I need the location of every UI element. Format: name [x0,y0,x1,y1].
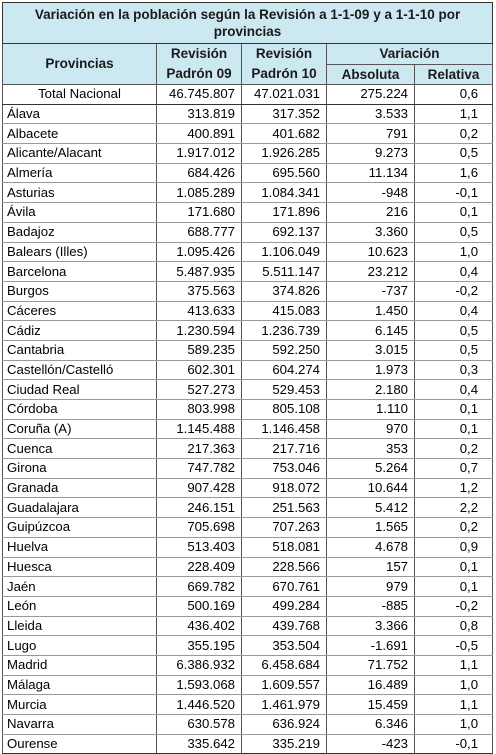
province-name-cell: Jaén [3,577,157,597]
variacion-absoluta-cell: 1.973 [327,360,415,380]
province-name-cell: Huesca [3,557,157,577]
variacion-absoluta-cell: 23.212 [327,262,415,282]
variacion-relativa-cell: 0,1 [415,557,493,577]
table-row [3,183,493,203]
province-name-cell: León [3,596,157,616]
padron-10-cell: 529.453 [242,380,327,400]
table-row [3,400,493,420]
header-rev09-line2: Padrón 09 [157,65,242,85]
variacion-absoluta-cell: 3.533 [327,104,415,124]
padron-10-cell: 805.108 [242,400,327,420]
variacion-absoluta-cell: 15.459 [327,695,415,715]
variacion-relativa-cell: 0,3 [415,360,493,380]
table-row [3,163,493,183]
variacion-absoluta-cell: -1.691 [327,636,415,656]
variacion-relativa-cell: 0,2 [415,439,493,459]
province-name-cell: Guadalajara [3,498,157,518]
padron-09-cell: 313.819 [157,104,242,124]
padron-09-cell: 217.363 [157,439,242,459]
table-row [3,124,493,144]
province-name-cell: Cáceres [3,301,157,321]
province-name-cell: Albacete [3,124,157,144]
variacion-relativa-cell: -0,2 [415,281,493,301]
province-name-cell: Almería [3,163,157,183]
table-row [3,262,493,282]
padron-10-cell: 353.504 [242,636,327,656]
variacion-relativa-cell: 0,4 [415,301,493,321]
province-name-cell: Ourense [3,734,157,754]
table-row [3,518,493,538]
padron-09-cell: 747.782 [157,459,242,479]
variacion-relativa-cell: -0,5 [415,636,493,656]
variacion-absoluta-cell: 3.015 [327,340,415,360]
variacion-relativa-cell: 0,5 [415,144,493,164]
padron-10-cell: 171.896 [242,203,327,223]
table-row [3,537,493,557]
variacion-relativa-cell: -0,1 [415,183,493,203]
padron-10-cell: 5.511.147 [242,262,327,282]
province-name-cell: Barcelona [3,262,157,282]
table-row [3,222,493,242]
province-name-cell: Guipúzcoa [3,518,157,538]
header-provincias: Provincias [3,44,157,85]
padron-10-cell: 670.761 [242,577,327,597]
padron-09-cell: 527.273 [157,380,242,400]
variacion-absoluta-cell: 1.110 [327,400,415,420]
padron-09-cell: 400.891 [157,124,242,144]
variacion-absoluta-cell: 791 [327,124,415,144]
padron-10-cell: 251.563 [242,498,327,518]
variacion-absoluta-cell: -948 [327,183,415,203]
province-name-cell: Balears (Illes) [3,242,157,262]
province-name-cell: Coruña (A) [3,419,157,439]
padron-09-cell: 413.633 [157,301,242,321]
variacion-absoluta-cell: 979 [327,577,415,597]
padron-10-cell: 499.284 [242,596,327,616]
padron-09-cell: 688.777 [157,222,242,242]
padron-10-cell: 753.046 [242,459,327,479]
padron-09-cell: 375.563 [157,281,242,301]
province-name-cell: Huelva [3,537,157,557]
variacion-relativa-cell: 0,5 [415,222,493,242]
table-row [3,695,493,715]
padron-10-cell: 692.137 [242,222,327,242]
padron-09-cell: 1.085.289 [157,183,242,203]
province-name-cell: Granada [3,478,157,498]
table-row [3,596,493,616]
variacion-absoluta-cell: -423 [327,734,415,754]
variacion-relativa-cell: 0,7 [415,459,493,479]
padron-09-cell: 630.578 [157,715,242,735]
padron-09-cell: 602.301 [157,360,242,380]
province-name-cell: Ciudad Real [3,380,157,400]
padron-09-cell: 46.745.807 [157,85,242,105]
variacion-absoluta-cell: 9.273 [327,144,415,164]
padron-10-cell: 592.250 [242,340,327,360]
header-variacion: Variación [327,44,493,65]
padron-10-cell: 1.084.341 [242,183,327,203]
variacion-relativa-cell: 1,0 [415,242,493,262]
padron-10-cell: 317.352 [242,104,327,124]
padron-09-cell: 1.230.594 [157,321,242,341]
table-title: Variación en la población según la Revisión a 1-1-09 y a 1-1-10 por provincias [3,3,493,44]
variacion-absoluta-cell: 3.360 [327,222,415,242]
table-row-total [3,85,493,105]
province-name-cell: Madrid [3,655,157,675]
table-row [3,380,493,400]
padron-09-cell: 228.409 [157,557,242,577]
variacion-absoluta-cell: 6.346 [327,715,415,735]
padron-09-cell: 1.593.068 [157,675,242,695]
padron-10-cell: 47.021.031 [242,85,327,105]
table-row [3,636,493,656]
variacion-absoluta-cell: 71.752 [327,655,415,675]
variacion-absoluta-cell: 353 [327,439,415,459]
province-name-cell: Córdoba [3,400,157,420]
population-table [2,2,493,754]
table-row [3,439,493,459]
table-row [3,715,493,735]
padron-09-cell: 6.386.932 [157,655,242,675]
variacion-absoluta-cell: 5.412 [327,498,415,518]
variacion-absoluta-cell: 11.134 [327,163,415,183]
variacion-absoluta-cell: 2.180 [327,380,415,400]
variacion-relativa-cell: 1,6 [415,163,493,183]
variacion-relativa-cell: 0,4 [415,380,493,400]
province-name-cell: Álava [3,104,157,124]
variacion-relativa-cell: 2,2 [415,498,493,518]
header-rev10-line2: Padrón 10 [242,65,327,85]
padron-09-cell: 1.145.488 [157,419,242,439]
padron-09-cell: 669.782 [157,577,242,597]
table-row [3,281,493,301]
province-name-cell: Ávila [3,203,157,223]
padron-10-cell: 439.768 [242,616,327,636]
padron-09-cell: 1.095.426 [157,242,242,262]
table-row [3,577,493,597]
table-row [3,242,493,262]
table-row [3,144,493,164]
variacion-relativa-cell: 0,2 [415,124,493,144]
padron-10-cell: 228.566 [242,557,327,577]
variacion-absoluta-cell: 4.678 [327,537,415,557]
table-row [3,734,493,754]
variacion-absoluta-cell: -885 [327,596,415,616]
padron-09-cell: 684.426 [157,163,242,183]
province-name-cell: Badajoz [3,222,157,242]
variacion-absoluta-cell: 16.489 [327,675,415,695]
padron-10-cell: 335.219 [242,734,327,754]
province-name-cell: Murcia [3,695,157,715]
padron-10-cell: 1.926.285 [242,144,327,164]
table-row [3,616,493,636]
table-row [3,675,493,695]
province-name-cell: Girona [3,459,157,479]
variacion-relativa-cell: 0,4 [415,262,493,282]
variacion-relativa-cell: 0,9 [415,537,493,557]
table-row [3,478,493,498]
variacion-absoluta-cell: 6.145 [327,321,415,341]
variacion-absoluta-cell: 1.450 [327,301,415,321]
variacion-relativa-cell: 1,1 [415,655,493,675]
table-row [3,498,493,518]
variacion-absoluta-cell: 157 [327,557,415,577]
variacion-absoluta-cell: 216 [327,203,415,223]
table-row [3,360,493,380]
table-row [3,655,493,675]
table-row [3,419,493,439]
variacion-relativa-cell: 1,0 [415,715,493,735]
table-row [3,340,493,360]
padron-10-cell: 695.560 [242,163,327,183]
padron-09-cell: 705.698 [157,518,242,538]
table-row [3,557,493,577]
padron-10-cell: 374.826 [242,281,327,301]
padron-09-cell: 171.680 [157,203,242,223]
padron-10-cell: 707.263 [242,518,327,538]
padron-09-cell: 246.151 [157,498,242,518]
padron-10-cell: 6.458.684 [242,655,327,675]
variacion-absoluta-cell: 5.264 [327,459,415,479]
padron-10-cell: 636.924 [242,715,327,735]
padron-10-cell: 918.072 [242,478,327,498]
padron-09-cell: 513.403 [157,537,242,557]
padron-09-cell: 335.642 [157,734,242,754]
padron-09-cell: 5.487.935 [157,262,242,282]
variacion-relativa-cell: -0,2 [415,596,493,616]
padron-09-cell: 803.998 [157,400,242,420]
variacion-relativa-cell: 1,1 [415,104,493,124]
variacion-relativa-cell: 0,5 [415,321,493,341]
padron-09-cell: 436.402 [157,616,242,636]
header-rev09-line1: Revisión [157,44,242,65]
province-name-cell: Málaga [3,675,157,695]
padron-09-cell: 1.917.012 [157,144,242,164]
province-name-cell: Alicante/Alacant [3,144,157,164]
table-row [3,321,493,341]
table-row [3,301,493,321]
padron-10-cell: 1.609.557 [242,675,327,695]
padron-10-cell: 1.236.739 [242,321,327,341]
variacion-absoluta-cell: 275.224 [327,85,415,105]
province-name-cell: Lleida [3,616,157,636]
variacion-relativa-cell: 0,1 [415,203,493,223]
variacion-relativa-cell: 0,6 [415,85,493,105]
variacion-relativa-cell: 0,5 [415,340,493,360]
province-name-cell: Lugo [3,636,157,656]
padron-10-cell: 1.146.458 [242,419,327,439]
variacion-absoluta-cell: 10.623 [327,242,415,262]
padron-10-cell: 1.106.049 [242,242,327,262]
variacion-relativa-cell: 1,0 [415,675,493,695]
variacion-relativa-cell: 0,1 [415,400,493,420]
variacion-relativa-cell: 0,1 [415,577,493,597]
variacion-absoluta-cell: 970 [327,419,415,439]
header-absoluta: Absoluta [327,65,415,85]
padron-10-cell: 1.461.979 [242,695,327,715]
variacion-relativa-cell: 0,8 [415,616,493,636]
variacion-absoluta-cell: 10.644 [327,478,415,498]
padron-09-cell: 355.195 [157,636,242,656]
province-name-cell: Asturias [3,183,157,203]
padron-10-cell: 604.274 [242,360,327,380]
province-name-cell: Cuenca [3,439,157,459]
padron-09-cell: 907.428 [157,478,242,498]
variacion-absoluta-cell: 3.366 [327,616,415,636]
padron-10-cell: 518.081 [242,537,327,557]
padron-09-cell: 500.169 [157,596,242,616]
variacion-absoluta-cell: 1.565 [327,518,415,538]
table-row [3,104,493,124]
province-name-cell: Navarra [3,715,157,735]
province-name-cell: Cádiz [3,321,157,341]
padron-10-cell: 415.083 [242,301,327,321]
padron-09-cell: 589.235 [157,340,242,360]
table-row [3,203,493,223]
population-table-container [2,2,492,754]
padron-10-cell: 401.682 [242,124,327,144]
variacion-relativa-cell: 1,1 [415,695,493,715]
padron-10-cell: 217.716 [242,439,327,459]
header-relativa: Relativa [415,65,493,85]
province-name-cell: Cantabria [3,340,157,360]
table-row [3,459,493,479]
variacion-relativa-cell: 0,1 [415,419,493,439]
province-name-cell: Total Nacional [3,85,157,105]
header-rev10-line1: Revisión [242,44,327,65]
province-name-cell: Burgos [3,281,157,301]
province-name-cell: Castellón/Castelló [3,360,157,380]
padron-09-cell: 1.446.520 [157,695,242,715]
variacion-absoluta-cell: -737 [327,281,415,301]
variacion-relativa-cell: 1,2 [415,478,493,498]
variacion-relativa-cell: -0,1 [415,734,493,754]
variacion-relativa-cell: 0,2 [415,518,493,538]
